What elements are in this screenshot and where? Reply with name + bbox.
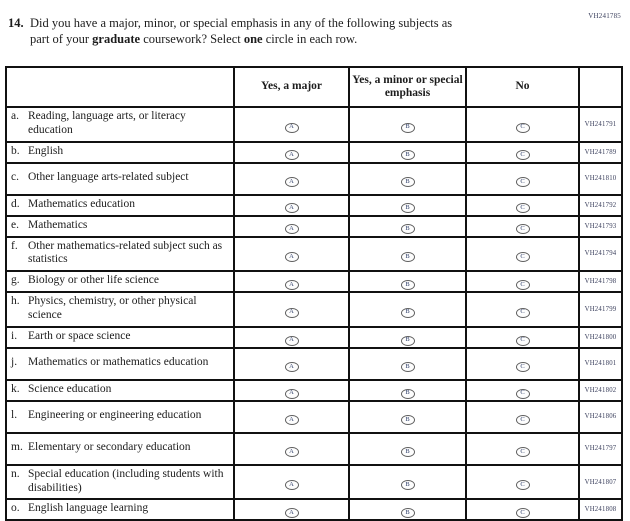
option-oval-yes-major[interactable] <box>285 280 299 290</box>
table-row <box>6 216 622 237</box>
option-oval-yes-major[interactable] <box>285 252 299 262</box>
oval-letter: A <box>289 447 294 455</box>
row-letter: o. <box>11 502 20 515</box>
option-oval-yes-minor[interactable] <box>401 123 415 133</box>
oval-letter: C <box>520 151 525 159</box>
oval-letter: B <box>405 389 410 397</box>
header-no: No <box>466 67 579 107</box>
row-label: English <box>28 144 64 157</box>
row-label: Reading, language arts, or literacy education <box>28 110 186 136</box>
oval-letter: B <box>405 308 410 316</box>
option-oval-no[interactable] <box>516 252 530 262</box>
oval-letter: B <box>405 123 410 131</box>
option-oval-yes-minor[interactable] <box>401 415 415 425</box>
option-oval-yes-minor[interactable] <box>401 480 415 490</box>
table-row <box>6 271 622 292</box>
option-oval-yes-minor[interactable] <box>401 447 415 457</box>
option-oval-yes-major[interactable] <box>285 415 299 425</box>
row-letter: g. <box>11 274 20 287</box>
row-label: Mathematics education <box>28 197 135 210</box>
question-number: 14. <box>8 16 24 30</box>
oval-letter: C <box>520 415 525 423</box>
oval-letter: C <box>520 280 525 288</box>
header-yes-major: Yes, a major <box>234 67 349 107</box>
row-label: English language learning <box>28 502 149 515</box>
row-label: Physics, chemistry, or other physical science <box>28 295 197 321</box>
oval-letter: A <box>289 362 294 370</box>
row-label: Special education (including students with disabilities) <box>28 467 224 494</box>
oval-letter: B <box>405 151 410 159</box>
oval-letter: C <box>520 204 525 212</box>
oval-letter: A <box>289 508 294 516</box>
oval-letter: A <box>289 308 294 316</box>
table-row <box>6 380 622 401</box>
row-code: VH241802 <box>579 380 622 401</box>
oval-letter: C <box>520 177 525 185</box>
oval-letter: A <box>289 280 294 288</box>
oval-letter: B <box>405 225 410 233</box>
option-oval-yes-minor[interactable] <box>401 280 415 290</box>
option-oval-no[interactable] <box>516 480 530 490</box>
oval-letter: C <box>520 252 525 260</box>
table-row <box>6 348 622 380</box>
response-table <box>5 66 623 521</box>
option-oval-yes-minor[interactable] <box>401 336 415 346</box>
option-oval-yes-major[interactable] <box>285 389 299 399</box>
oval-letter: A <box>289 336 294 344</box>
option-oval-no[interactable] <box>516 415 530 425</box>
row-code: VH241792 <box>579 195 622 216</box>
row-label: Engineering or engineering education <box>28 409 202 422</box>
question-14 <box>8 16 578 47</box>
option-oval-yes-minor[interactable] <box>401 224 415 234</box>
row-label: Elementary or secondary education <box>28 441 191 454</box>
oval-letter: A <box>289 204 294 212</box>
oval-letter: C <box>520 225 525 233</box>
table-header <box>6 67 622 107</box>
row-label: Mathematics <box>28 218 88 231</box>
option-oval-no[interactable] <box>516 123 530 133</box>
table-row <box>6 107 622 142</box>
row-letter: e. <box>11 218 19 231</box>
oval-letter: B <box>405 204 410 212</box>
oval-letter: B <box>405 336 410 344</box>
row-code: VH241807 <box>579 465 622 500</box>
table-row <box>6 499 622 520</box>
row-label: Earth or space science <box>28 329 131 342</box>
option-oval-yes-major[interactable] <box>285 362 299 372</box>
row-label: Other mathematics-related subject such as statistics <box>28 239 223 266</box>
row-letter: f. <box>11 239 18 252</box>
option-oval-yes-minor[interactable] <box>401 508 415 518</box>
oval-letter: B <box>405 362 410 370</box>
row-letter: m. <box>11 441 23 454</box>
row-letter: l. <box>11 409 18 422</box>
option-oval-no[interactable] <box>516 280 530 290</box>
row-code: VH241793 <box>579 216 622 237</box>
option-oval-no[interactable] <box>516 150 530 160</box>
row-label: Mathematics or mathematics education <box>28 356 209 369</box>
header-subject <box>6 67 234 107</box>
row-label: Science education <box>28 382 112 395</box>
row-letter: b. <box>11 144 20 157</box>
option-oval-no[interactable] <box>516 177 530 187</box>
table-row <box>6 195 622 216</box>
oval-letter: C <box>520 362 525 370</box>
row-letter: k. <box>11 382 20 395</box>
row-label: Biology or other life science <box>28 274 159 287</box>
option-oval-yes-major[interactable] <box>285 224 299 234</box>
oval-letter: C <box>520 308 525 316</box>
row-code: VH241798 <box>579 271 622 292</box>
row-letter: a. <box>11 110 19 122</box>
table-row <box>6 433 622 465</box>
option-oval-yes-minor[interactable] <box>401 252 415 262</box>
option-oval-no[interactable] <box>516 203 530 213</box>
option-oval-yes-major[interactable] <box>285 508 299 518</box>
oval-letter: B <box>405 415 410 423</box>
table-row <box>6 142 622 163</box>
oval-letter: B <box>405 280 410 288</box>
option-oval-yes-minor[interactable] <box>401 203 415 213</box>
row-letter: i. <box>11 329 18 342</box>
option-oval-no[interactable] <box>516 224 530 234</box>
oval-letter: A <box>289 225 294 233</box>
option-oval-yes-major[interactable] <box>285 123 299 133</box>
option-oval-yes-major[interactable] <box>285 480 299 490</box>
row-code: VH241810 <box>579 163 622 195</box>
option-oval-yes-major[interactable] <box>285 447 299 457</box>
oval-letter: C <box>520 508 525 516</box>
row-code: VH241806 <box>579 401 622 433</box>
option-oval-yes-minor[interactable] <box>401 177 415 187</box>
oval-letter: C <box>520 389 525 397</box>
row-code: VH241808 <box>579 499 622 520</box>
option-oval-yes-major[interactable] <box>285 336 299 346</box>
row-code: VH241800 <box>579 327 622 348</box>
oval-letter: A <box>289 415 294 423</box>
question-text: Did you have a major, minor, or special emphasis in any of the following subjects as part of your graduate coursework? Select one circle in each row. <box>30 16 453 46</box>
question-line1: Did you have a major, minor, or special emphasis in any of the following subjects as <box>30 16 453 30</box>
option-oval-yes-major[interactable] <box>285 177 299 187</box>
header-code <box>579 67 622 107</box>
oval-letter: B <box>405 481 410 489</box>
option-oval-yes-minor[interactable] <box>401 308 415 318</box>
oval-letter: A <box>289 252 294 260</box>
oval-letter: A <box>289 151 294 159</box>
option-oval-yes-major[interactable] <box>285 150 299 160</box>
row-letter: j. <box>11 356 18 369</box>
oval-letter: B <box>405 177 410 185</box>
row-code: VH241791 <box>579 107 622 142</box>
oval-letter: A <box>289 177 294 185</box>
oval-letter: C <box>520 123 525 131</box>
option-oval-no[interactable] <box>516 336 530 346</box>
option-oval-yes-major[interactable] <box>285 203 299 213</box>
option-oval-no[interactable] <box>516 447 530 457</box>
oval-letter: B <box>405 252 410 260</box>
table-row <box>6 465 622 500</box>
option-oval-yes-minor[interactable] <box>401 362 415 372</box>
form-item-code: VH241785 <box>588 12 621 20</box>
option-oval-yes-minor[interactable] <box>401 150 415 160</box>
row-code: VH241801 <box>579 348 622 380</box>
table-row <box>6 327 622 348</box>
table-row <box>6 237 622 272</box>
row-code: VH241799 <box>579 292 622 327</box>
table-body <box>6 107 622 520</box>
oval-letter: B <box>405 508 410 516</box>
oval-letter: C <box>520 447 525 455</box>
oval-letter: C <box>520 336 525 344</box>
table-row <box>6 292 622 327</box>
oval-letter: A <box>289 481 294 489</box>
row-letter: n. <box>11 467 20 480</box>
option-oval-no[interactable] <box>516 308 530 318</box>
oval-letter: B <box>405 447 410 455</box>
option-oval-no[interactable] <box>516 389 530 399</box>
oval-letter: C <box>520 481 525 489</box>
row-letter: c. <box>11 171 19 184</box>
oval-letter: A <box>289 389 294 397</box>
option-oval-no[interactable] <box>516 508 530 518</box>
header-yes-minor: Yes, a minor or special emphasis <box>349 67 466 107</box>
oval-letter: A <box>289 123 294 131</box>
table-row <box>6 163 622 195</box>
option-oval-yes-minor[interactable] <box>401 389 415 399</box>
row-code: VH241789 <box>579 142 622 163</box>
option-oval-no[interactable] <box>516 362 530 372</box>
row-label: Other language arts-related subject <box>28 171 189 184</box>
table-row <box>6 401 622 433</box>
row-letter: d. <box>11 197 20 210</box>
row-code: VH241794 <box>579 237 622 272</box>
option-oval-yes-major[interactable] <box>285 308 299 318</box>
row-letter: h. <box>11 295 20 308</box>
row-code: VH241797 <box>579 433 622 465</box>
